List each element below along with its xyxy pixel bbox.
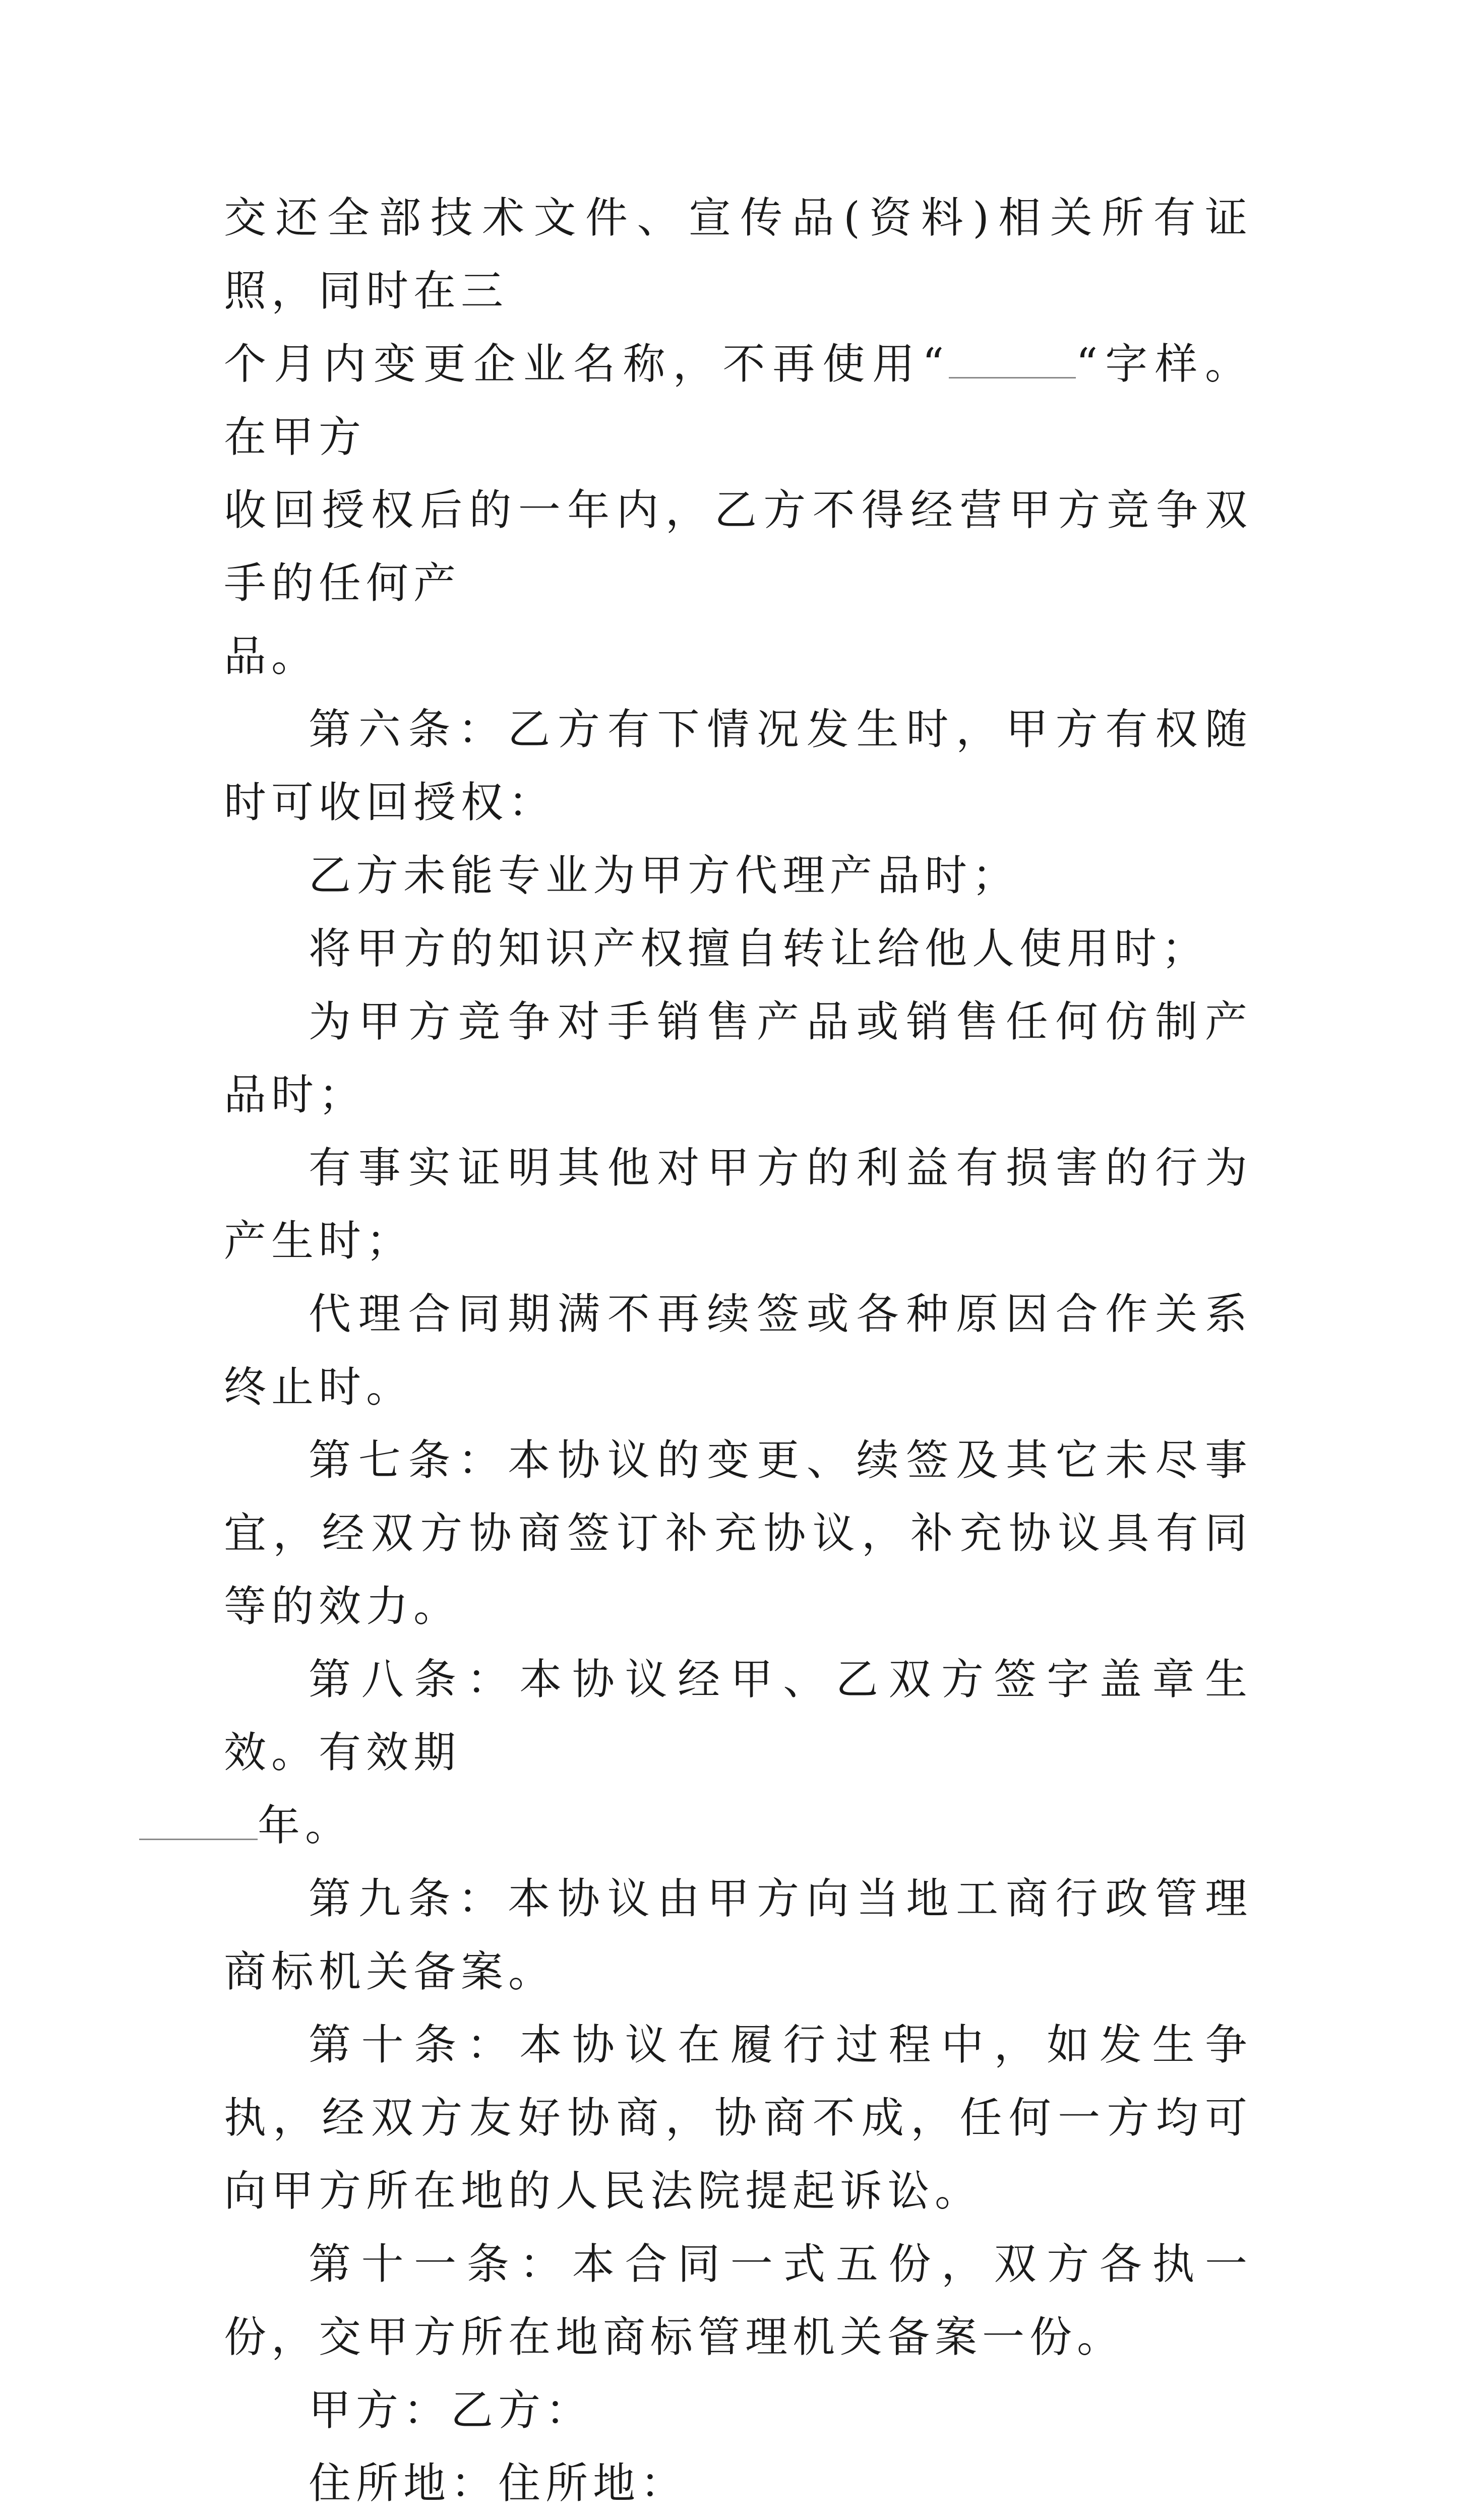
article-9: 第九条：本协议由甲方向当地工商行政管理商标机关备案。 [224, 1874, 1252, 1996]
article-7: 第七条：本协议的变更、续签及其它未尽事宜，经双方协商签订补充协议，补充协议具有同等的效力。 [224, 1435, 1252, 1631]
text-line: 收回授权后的一年内，乙方不得经营甲方竞争双手的任何产 [224, 485, 1252, 608]
text-line: 个月内变更企业名称，不再使用“ [224, 339, 949, 389]
article-10: 第十条：本协议在履行过程中，如发生争执，经双方友好协商，协商不成，任何一方均可向甲方所在地的人民法院提起诉讼。 [224, 2020, 1252, 2216]
article-6-item-2: 将甲方的知识产权擅自转让给他人使用时； [309, 924, 1209, 973]
text-line: 年。 [258, 1801, 353, 1850]
text-line: “字样。在甲方 [224, 339, 1252, 462]
article-6: 第六条：乙方有下情况发生时，甲方有权随时可收回授权： [224, 705, 1252, 827]
article-6-item-1: 乙方未能专业为甲方代理产品时； [309, 851, 1020, 900]
text-line: 第八条：本协议经甲、乙双方签字盖章生效。有效期 [224, 1655, 1252, 1777]
text-line: 交还全部技术文件、宣传品(资料)相关所有证照，同时在三 [224, 193, 1252, 316]
paragraph-return-materials [224, 181, 1252, 693]
article-6-item-5: 代理合同期满不再续签或各种原因合作关系终止时。 [224, 1289, 1252, 1412]
document-body [224, 181, 1252, 2520]
signature-address-line: 住所地：住所地： [309, 2459, 688, 2508]
text-line: 品。 [224, 632, 319, 681]
article-8 [224, 1643, 1252, 1862]
article-6-item-3: 为甲方竞争对手销售产品或销售任何仿制产品时； [224, 997, 1252, 1119]
article-11: 第十一条：本合同一式五份，双方各执一份，交甲方所在地商标管理机关备案一份。 [224, 2239, 1252, 2362]
fill-in-blank-years [139, 1800, 258, 1840]
signature-party-line: 甲方：乙方： [309, 2385, 593, 2435]
article-6-item-4: 有事实证明其他对甲方的利益有损害的行为产生时； [224, 1143, 1252, 1266]
fill-in-blank-trademark [949, 339, 1076, 379]
